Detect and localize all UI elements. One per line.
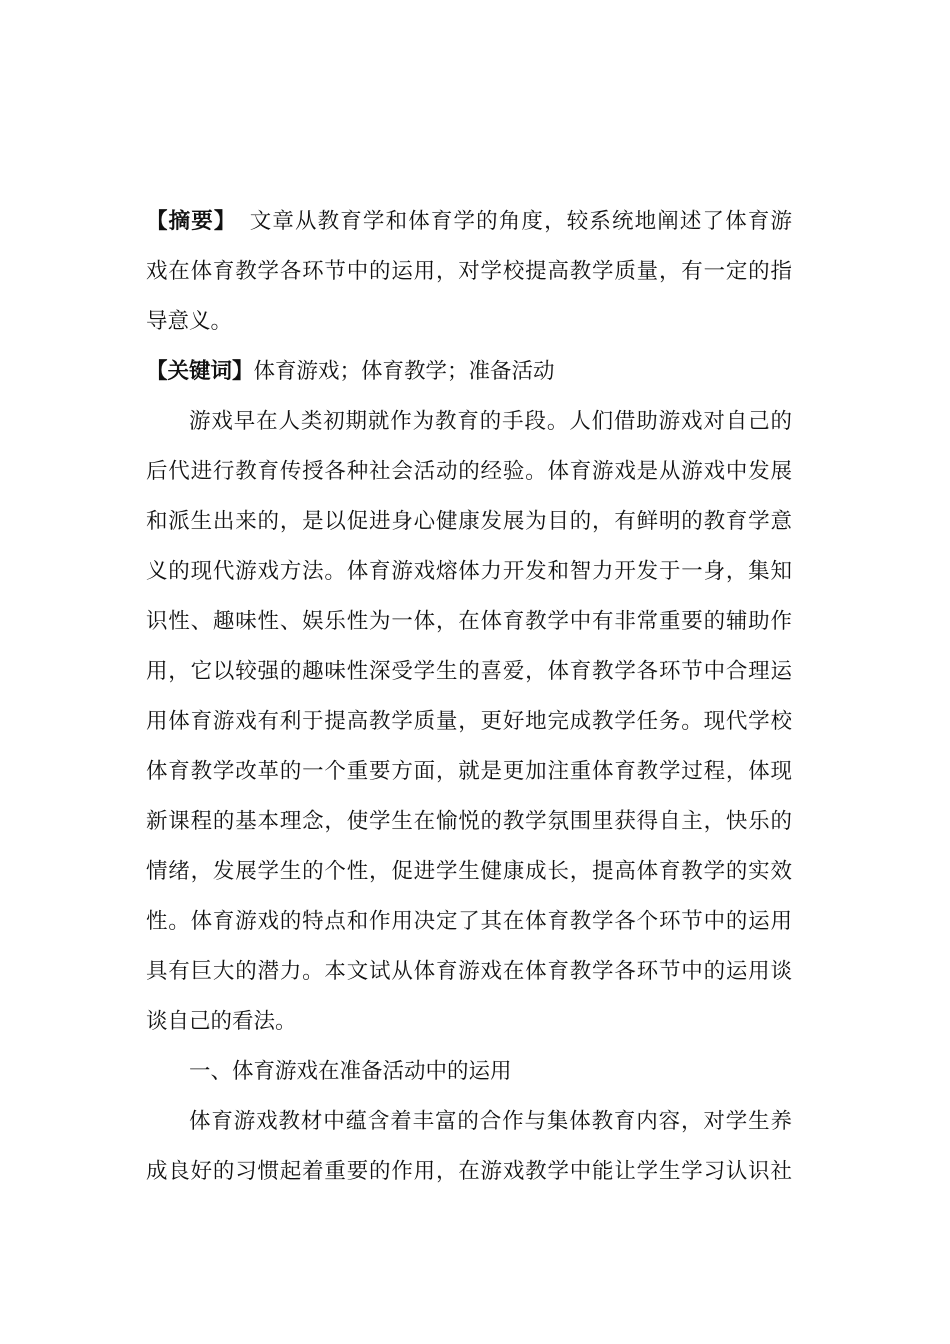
- intro-line: 识性、趣味性、娱乐性为一体，在体育教学中有非常重要的辅助作: [146, 609, 792, 634]
- abstract-label: 【摘要】: [146, 209, 237, 234]
- intro-line: 用，它以较强的趣味性深受学生的喜爱，体育教学各环节中合理运: [146, 659, 792, 684]
- intro-line: 性。体育游戏的特点和作用决定了其在体育教学各个环节中的运用: [146, 909, 792, 934]
- abstract-line-3: 导意义。: [146, 309, 233, 334]
- keywords-label: 【关键词】: [146, 359, 254, 384]
- section-line: 成良好的习惯起着重要的作用，在游戏教学中能让学生学习认识社: [146, 1159, 792, 1184]
- intro-line: 体育教学改革的一个重要方面，就是更加注重体育教学过程，体现: [146, 759, 792, 784]
- keywords-line: [146, 347, 792, 397]
- section-heading: 一、体育游戏在准备活动中的运用: [189, 1059, 512, 1084]
- intro-line: 义的现代游戏方法。体育游戏熔体力开发和智力开发于一身，集知: [146, 559, 792, 584]
- intro-line: 和派生出来的，是以促进身心健康发展为目的，有鲜明的教育学意: [146, 509, 792, 534]
- abstract-line-1: [146, 197, 792, 247]
- intro-line: 具有巨大的潜力。本文试从体育游戏在体育教学各环节中的运用谈: [146, 959, 792, 984]
- keywords-text: 体育游戏；体育教学；准备活动: [253, 359, 555, 384]
- abstract-line-2: 戏在体育教学各环节中的运用，对学校提高教学质量，有一定的指: [146, 259, 792, 284]
- document-body: [146, 197, 792, 1197]
- intro-line: 后代进行教育传授各种社会活动的经验。体育游戏是从游戏中发展: [146, 459, 792, 484]
- intro-line: 新课程的基本理念，使学生在愉悦的教学氛围里获得自主，快乐的: [146, 809, 792, 834]
- section-line: 体育游戏教材中蕴含着丰富的合作与集体教育内容，对学生养: [189, 1109, 792, 1134]
- abstract-text: 文章从教育学和体育学的角度，较系统地阐述了体育游: [248, 209, 792, 234]
- intro-line: 情绪，发展学生的个性，促进学生健康成长，提高体育教学的实效: [146, 859, 792, 884]
- intro-line: 谈自己的看法。: [146, 1009, 297, 1034]
- intro-line: 游戏早在人类初期就作为教育的手段。人们借助游戏对自己的: [189, 409, 792, 434]
- intro-line: 用体育游戏有利于提高教学质量，更好地完成教学任务。现代学校: [146, 709, 792, 734]
